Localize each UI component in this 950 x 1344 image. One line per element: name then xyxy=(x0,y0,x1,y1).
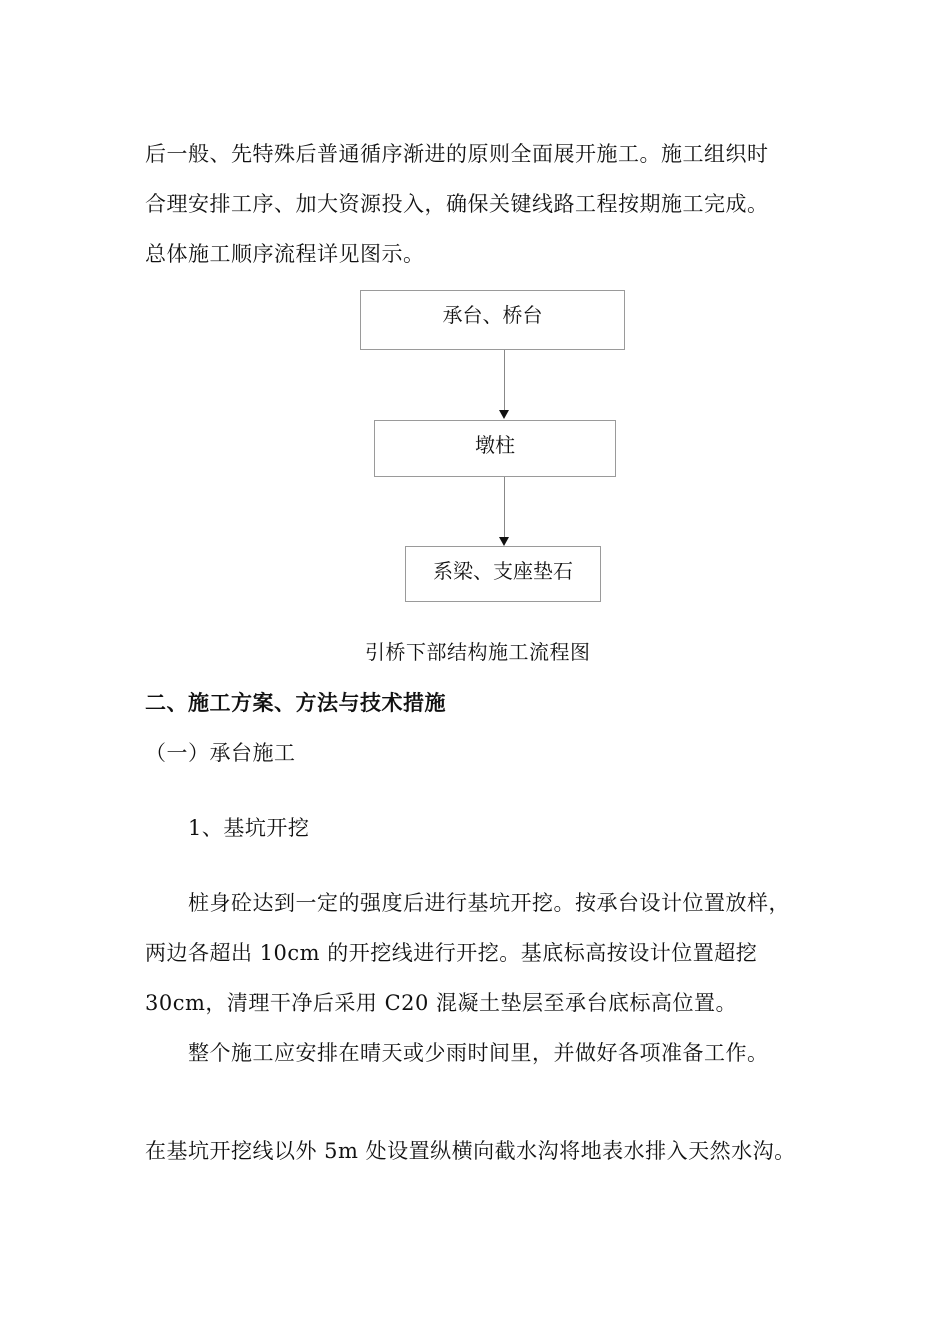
section-subheading: （一）承台施工 xyxy=(145,741,296,765)
intro-line-1: 后一般、先特殊后普通循序渐进的原则全面展开施工。施工组织时 xyxy=(145,142,769,166)
flow-step-box xyxy=(405,546,601,602)
flowchart-caption: 引桥下部结构施工流程图 xyxy=(365,640,591,664)
flow-step-box xyxy=(374,420,616,477)
intro-line-2: 合理安排工序、加大资源投入，确保关键线路工程按期施工完成。 xyxy=(145,192,769,216)
body-line-3: 30cm，清理干净后采用 C20 混凝土垫层至承台底标高位置。 xyxy=(145,991,738,1015)
intro-line-3: 总体施工顺序流程详见图示。 xyxy=(145,242,425,266)
flow-step-label: 系梁、支座垫石 xyxy=(433,559,573,583)
flow-connector xyxy=(504,350,505,410)
body-line-4: 整个施工应安排在晴天或少雨时间里，并做好各项准备工作。 xyxy=(188,1041,769,1065)
section-heading: 二、施工方案、方法与技术措施 xyxy=(145,690,446,715)
flow-step-label: 承台、桥台 xyxy=(442,303,543,327)
item-title: 1、基坑开挖 xyxy=(188,816,310,840)
arrow-down-icon xyxy=(499,410,509,419)
arrow-down-icon xyxy=(499,537,509,546)
body-line-5: 在基坑开挖线以外 5m 处设置纵横向截水沟将地表水排入天然水沟。 xyxy=(145,1139,796,1163)
body-line-1: 桩身砼达到一定的强度后进行基坑开挖。按承台设计位置放样， xyxy=(188,891,790,915)
body-line-2: 两边各超出 10cm 的开挖线进行开挖。基底标高按设计位置超挖 xyxy=(145,941,758,965)
flow-step-box xyxy=(360,290,625,350)
flow-step-label: 墩柱 xyxy=(475,433,515,457)
flow-connector xyxy=(504,477,505,537)
